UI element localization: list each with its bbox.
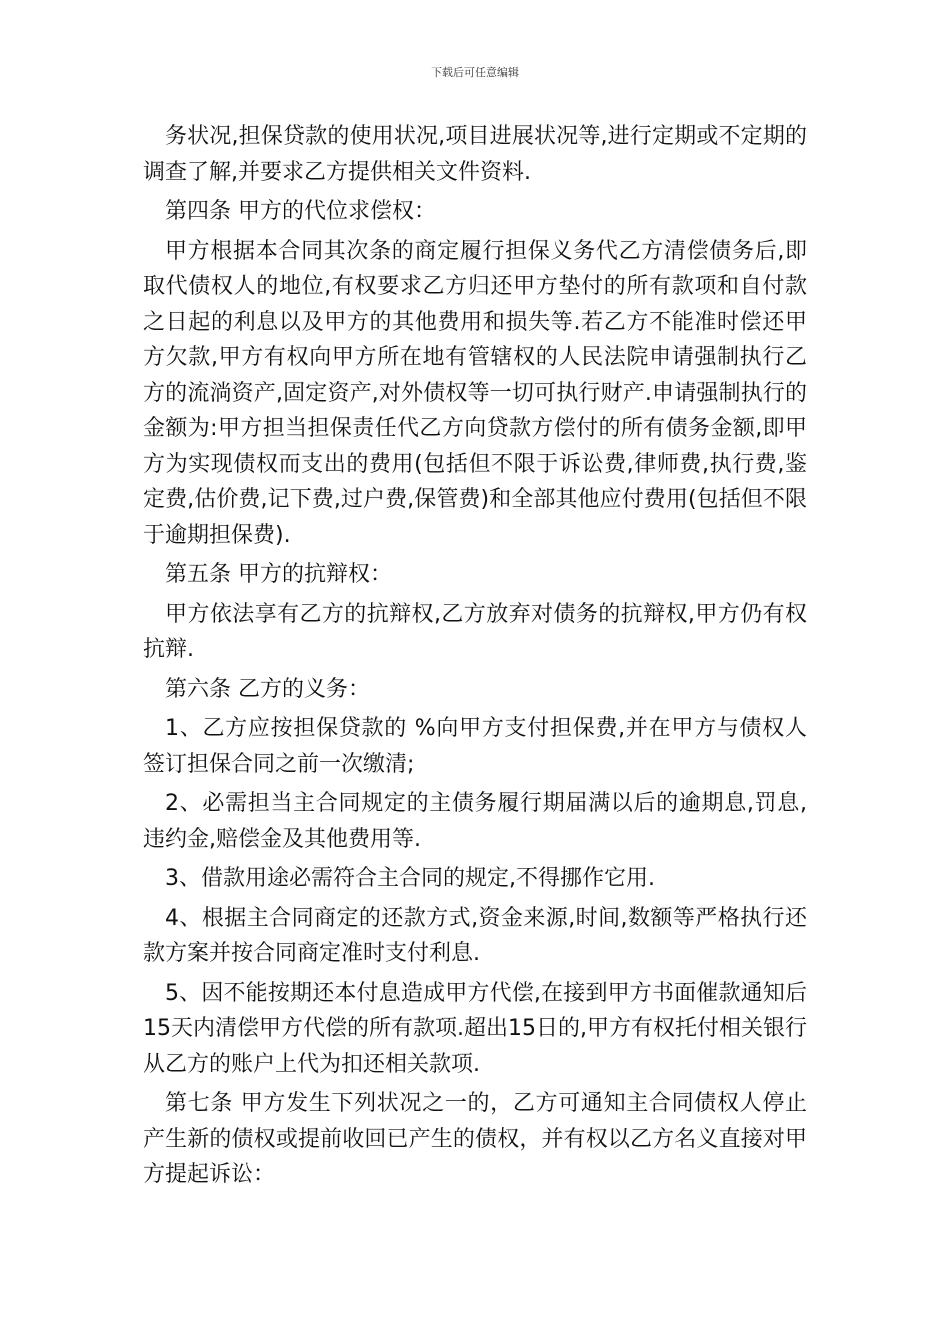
article-6-item-3: 3、借款用途必需符合主合同的规定,不得挪作它用.	[165, 866, 655, 891]
article-6-item-2: 2、必需担当主合同规定的主债务履行期届满以后的逾期息,罚息,违约金,赔偿金及其他费用等.	[143, 791, 807, 852]
document-body	[143, 119, 807, 1193]
article-7-heading: 第七条 甲方发生下列状况之一的，乙方可通知主合同债权人停止产生新的债权或提前收回已产生的债权，并有权以乙方名义直接对甲方提起诉讼：	[143, 1091, 807, 1187]
header-note: 下载后可任意编辑	[431, 66, 519, 79]
article-4-heading: 第四条 甲方的代位求偿权：	[165, 199, 436, 224]
article-5-heading: 第五条 甲方的抗辩权：	[165, 562, 392, 587]
article-4-body: 甲方根据本合同其次条的商定履行担保义务代乙方清偿债务后,即取代债权人的地位,有权要求乙方归还甲方垫付的所有款项和自付款之日起的利息以及甲方的其他费用和损失等.若乙方不能准时偿还甲方欠款,甲方有权向甲方所在地有管辖权的人民法院申请强制执行乙方的流淌资产,固定资产,对外债权等一切可执行财产.申请强制执行的金额为:甲方担当担保责任代乙方向贷款方偿付的所有债务金额,即甲方为实现债权而支出的费用(包括但不限于诉讼费,律师费,执行费,鉴定费,估价费,记下费,过户费,保管费)和全部其他应付费用(包括但不限于逾期担保费).	[143, 238, 807, 548]
article-6-item-1: 1、乙方应按担保贷款的 %向甲方支付担保费,并在甲方与债权人签订担保合同之前一次缴清;	[143, 716, 807, 777]
article-5-body: 甲方依法享有乙方的抗辩权,乙方放弃对债务的抗辩权,甲方仍有权抗辩.	[143, 601, 807, 662]
paragraph-continuation: 务状况,担保贷款的使用状况,项目进展状况等,进行定期或不定期的调查了解,并要求乙方提供相关文件资料.	[143, 124, 807, 185]
article-6-heading: 第六条 乙方的义务：	[165, 676, 370, 702]
article-6-item-5: 5、因不能按期还本付息造成甲方代偿,在接到甲方书面催款通知后15天内清偿甲方代偿的所有款项.超出15日的,甲方有权托付相关银行从乙方的账户上代为扣还相关款项.	[143, 980, 807, 1077]
article-6-item-4: 4、根据主合同商定的还款方式,资金来源,时间,数额等严格执行还款方案并按合同商定准时支付利息.	[143, 905, 807, 966]
